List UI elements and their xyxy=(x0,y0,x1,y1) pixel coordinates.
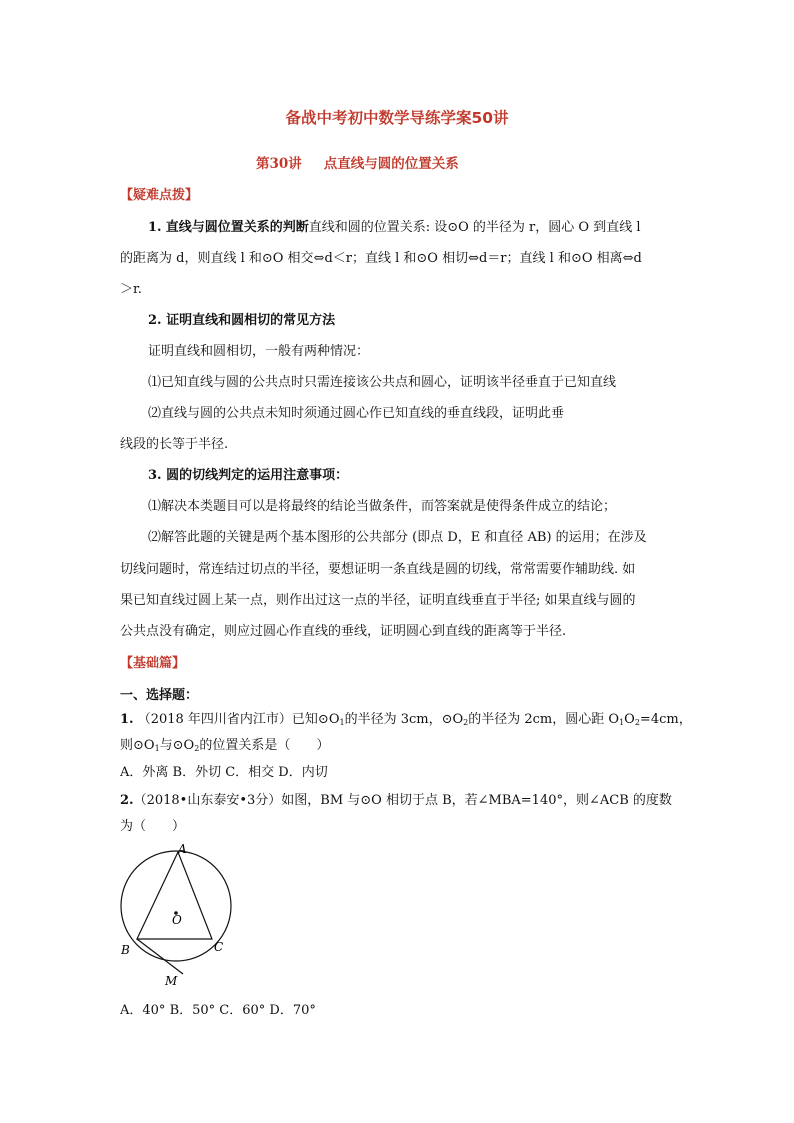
question-1-text-b: 的半径为 3cm，⊙O xyxy=(344,712,464,727)
point-2-line-3: ⑵直线与圆的公共点未知时须通过圆心作已知直线的垂直线段，证明此垂 xyxy=(148,406,565,421)
question-2-text-1: （2018•山东泰安•3分）如图，BM 与⊙O 相切于点 B，若∠MBA=140°，则∠ACB 的度数 xyxy=(133,793,672,808)
question-2-number: 2. xyxy=(120,793,134,808)
subscript: 2 xyxy=(194,744,200,753)
point-3-line-4: 果已知直线过圆上某一点，则作出过这一点的半径，证明直线垂直于半径; 如果直线与圆的 xyxy=(120,593,636,608)
point-3-title: 3. 圆的切线判定的运用注意事项： xyxy=(148,468,349,483)
point-3-line-5: 公共点没有确定，则应过圆心作直线的垂线，证明圆心到直线的距离等于半径. xyxy=(120,624,567,639)
question-2-line-2: 为（ ） xyxy=(120,819,186,834)
label-a: A xyxy=(178,842,187,856)
question-1-text-g: 与⊙O xyxy=(159,738,195,753)
label-o: O xyxy=(172,913,182,927)
subscript: 1 xyxy=(154,744,160,753)
point-3-line-1: ⑴解决本类题目可以是将最终的结论当做条件，而答案就是使得条件成立的结论； xyxy=(148,499,617,514)
question-1-text-d: O xyxy=(624,712,635,727)
point-1-number: 1. xyxy=(148,220,162,235)
question-1-options: A．外离 B．外切 C．相交 D．内切 xyxy=(120,765,328,780)
question-2-line-1 xyxy=(120,792,672,810)
label-m: M xyxy=(165,974,178,988)
question-1-line-1 xyxy=(120,711,692,729)
question-2-options: A．40° B．50° C．60° D．70° xyxy=(120,1003,316,1018)
part-title-choice: 一、选择题： xyxy=(120,688,199,703)
tangent-bm xyxy=(137,939,183,974)
point-2-title: 2. 证明直线和圆相切的常见方法 xyxy=(148,313,336,328)
question-1-text-c: 的半径为 2cm，圆心距 O xyxy=(468,712,620,727)
question-1-number: 1. xyxy=(120,712,134,727)
question-1-text-h: 的位置关系是（ ） xyxy=(199,738,330,753)
section-label-basics: 【基础篇】 xyxy=(120,656,186,671)
point-1-line-3: ＞r. xyxy=(120,282,142,297)
lecture-number: 第30讲 xyxy=(256,156,302,172)
geometry-figure xyxy=(112,838,292,998)
label-c: C xyxy=(214,940,224,954)
lecture-title: 点直线与圆的位置关系 xyxy=(323,156,459,172)
point-2-line-1: 证明直线和圆相切，一般有两种情况： xyxy=(148,344,370,359)
label-b: B xyxy=(121,943,130,957)
question-1-text-a: （2018 年四川省内江市）已知⊙O xyxy=(137,712,340,727)
point-1-line-2: 的距离为 d，则直线 l 和⊙O 相交⇔d＜r；直线 l 和⊙O 相切⇔d＝r；直线 l 和⊙O 相离⇔d xyxy=(120,251,642,266)
subscript: 2 xyxy=(463,718,469,727)
subscript: 2 xyxy=(634,718,640,727)
question-1-text-f: 则⊙O xyxy=(120,738,155,753)
point-1-title: 直线与圆位置关系的判断 xyxy=(165,220,309,235)
point-1-line-1 xyxy=(148,219,641,237)
point-3-line-3: 切线问题时，常连结过切点的半径，要想证明一条直线是圆的切线，常常需要作辅助线. 如 xyxy=(120,562,636,577)
section-label-difficulty: 【疑难点拨】 xyxy=(120,188,199,203)
lecture-heading xyxy=(256,155,459,173)
point-3-line-2: ⑵解答此题的关键是两个基本图形的公共部分 (即点 D，E 和直径 AB) 的运用；在涉及 xyxy=(148,530,647,545)
point-1-text-1: 直线和圆的位置关系: 设⊙O 的半径为 r，圆心 O 到直线 l xyxy=(308,220,641,235)
subscript: 1 xyxy=(339,718,345,727)
document-title: 备战中考初中数学导练学案50讲 xyxy=(285,109,509,127)
question-1-line-2 xyxy=(120,737,329,755)
point-2-line-4: 线段的长等于半径. xyxy=(120,437,229,452)
question-1-text-e: =4cm， xyxy=(639,712,692,727)
point-2-line-2: ⑴已知直线与圆的公共点时只需连接该公共点和圆心，证明该半径垂直于已知直线 xyxy=(148,375,617,390)
subscript: 1 xyxy=(619,718,625,727)
